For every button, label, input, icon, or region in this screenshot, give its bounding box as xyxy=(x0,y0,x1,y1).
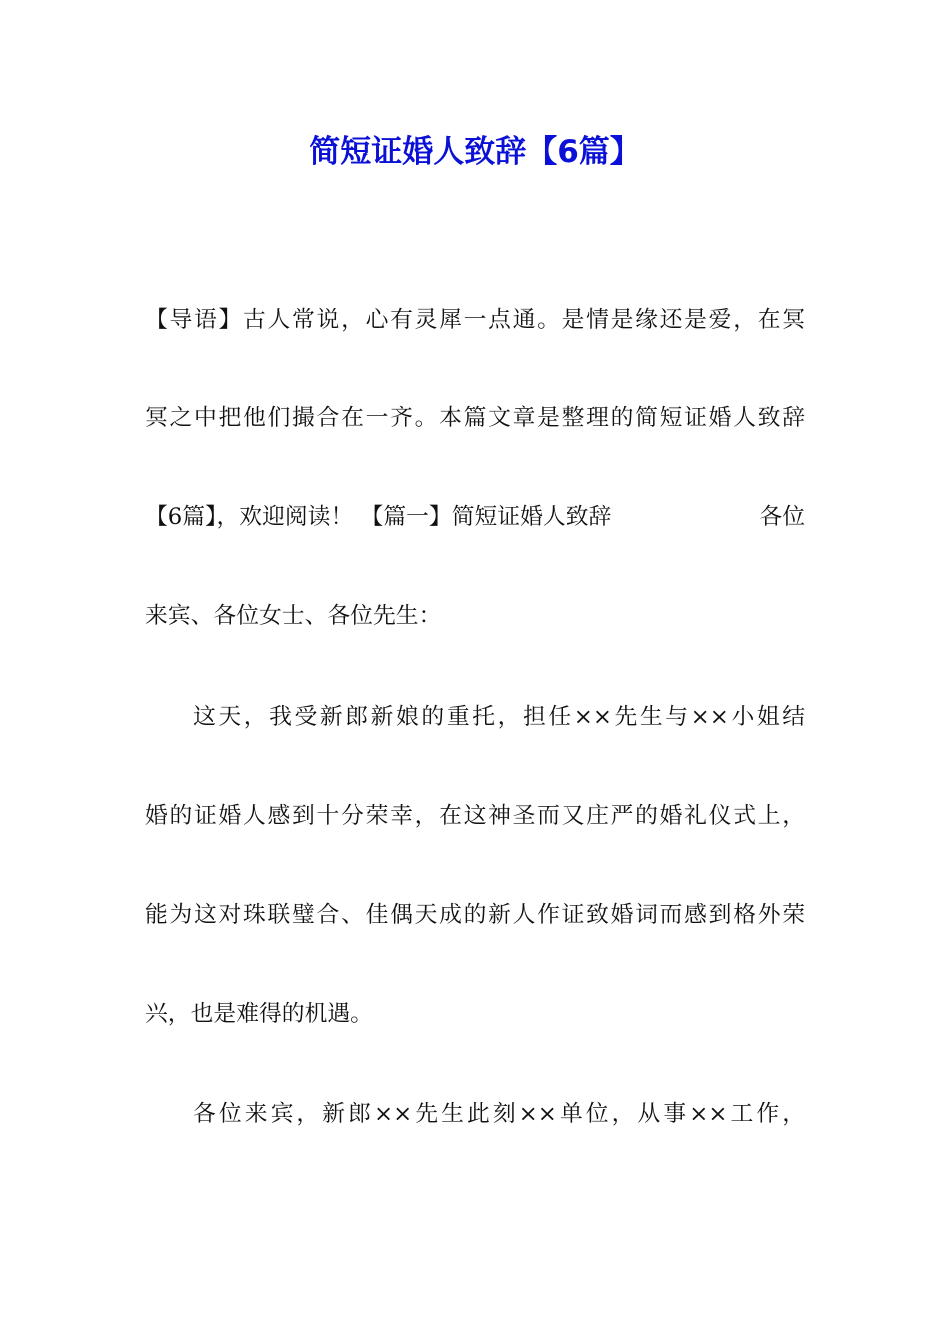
paragraph-line-3-text: 【6篇】，欢迎阅读！ 【篇一】简短证婚人致辞 xyxy=(145,504,612,530)
paragraph-line-6: 婚的证婚人感到十分荣幸，在这神圣而又庄严的婚礼仪式上， xyxy=(145,803,805,829)
paragraph-line-5: 这天，我受新郎新娘的重托，担任××先生与××小姐结 xyxy=(193,704,805,730)
paragraph-line-3-tail: 各位 xyxy=(759,504,805,530)
document-title: 简短证婚人致辞【6篇】 xyxy=(309,134,641,170)
paragraph-line-7: 能为这对珠联璧合、佳偶天成的新人作证致婚词而感到格外荣 xyxy=(145,902,805,928)
paragraph-line-9: 各位来宾，新郎××先生此刻××单位，从事××工作， xyxy=(193,1101,805,1127)
paragraph-line-3 xyxy=(145,497,805,537)
paragraph-line-1: 【导语】古人常说，心有灵犀一点通。是情是缘还是爱，在冥 xyxy=(145,307,805,333)
paragraph-line-4: 来宾、各位女士、各位先生： xyxy=(145,603,442,629)
paragraph-line-2: 冥之中把他们撮合在一齐。本篇文章是整理的简短证婚人致辞 xyxy=(145,405,805,431)
paragraph-line-8: 兴，也是难得的机遇。 xyxy=(145,1001,373,1027)
